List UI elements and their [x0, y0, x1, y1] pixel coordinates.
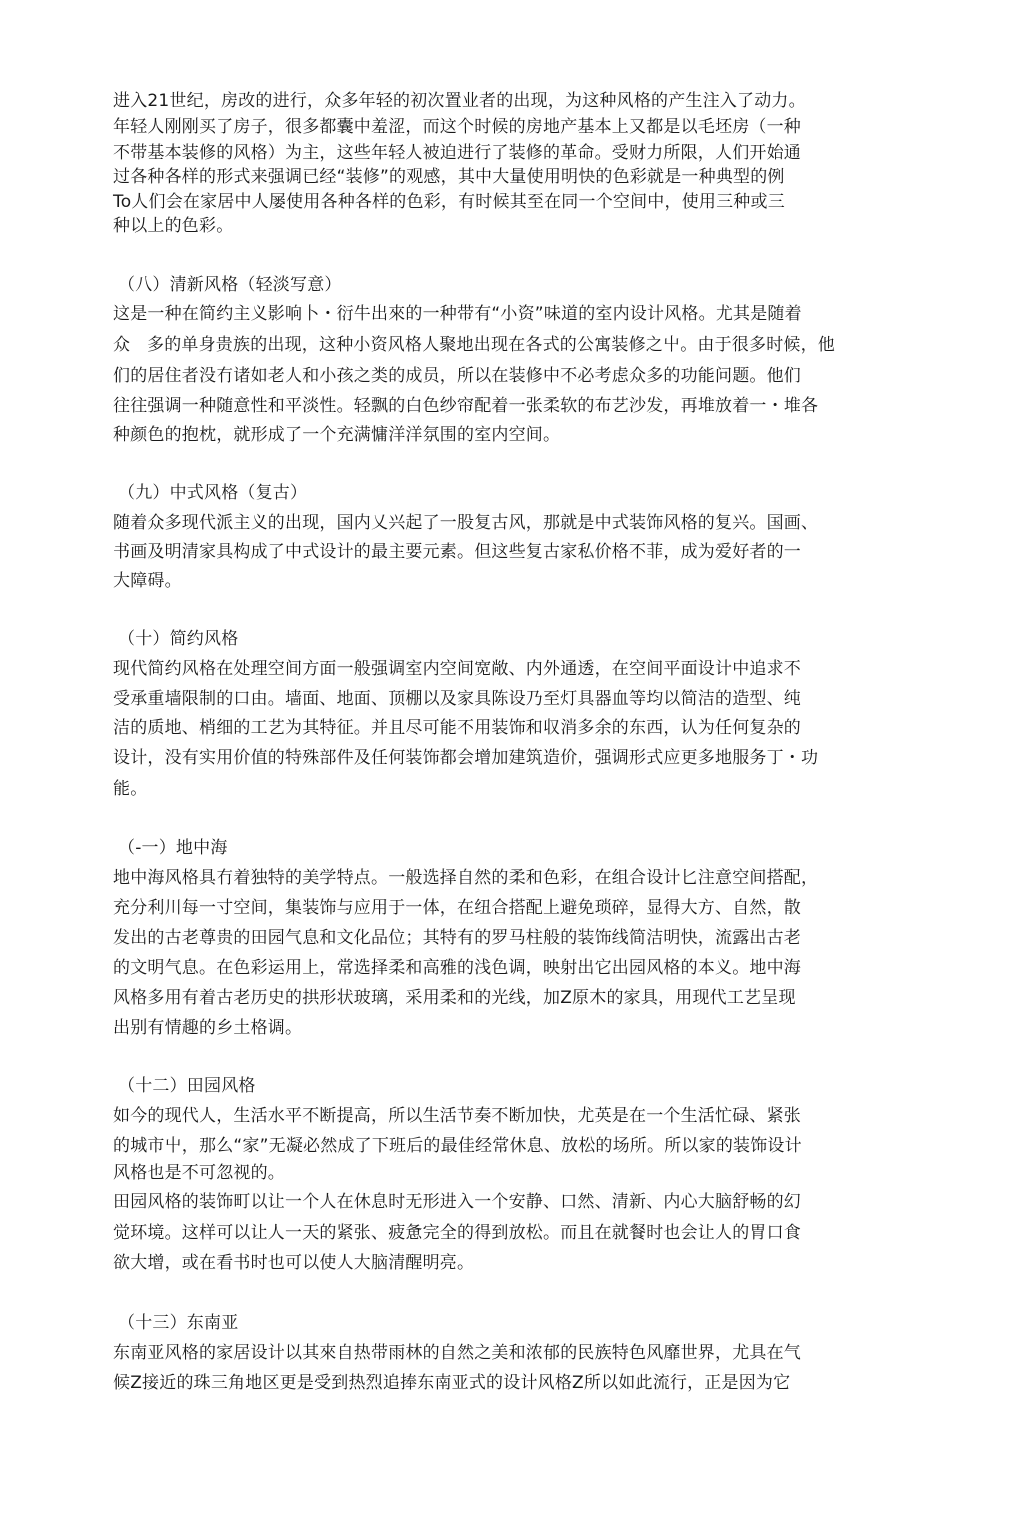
intro-line: To人们会在家居中人屡使用各种各样的色彩，有时候其至在同一个空间中，使用三种或三: [113, 192, 785, 212]
intro-line: 不带基本装修的风格）为主，这些年轻人被迫进行了装修的革命。受财力所限，人们开始通: [113, 143, 801, 163]
section-heading: （九）中式风格（复古）: [118, 483, 308, 503]
section-heading: （十）简约风格: [118, 629, 239, 649]
intro-line: 进入21世纪，房改的进行，众多年轻的初次置业者的出现，为这种风格的产生注入了动力。: [113, 91, 806, 111]
paragraph-line: 东南亚风格的家居设计以其來自热带雨林的自然之美和浓郁的民族特色风靡世界，尤具在气: [113, 1343, 801, 1363]
paragraph-line: 大障碍。: [113, 571, 182, 591]
paragraph-line: 地中海风格具冇着独特的美学特点。一般选择自然的柔和色彩，在组合设计匕注意空间搭配，: [113, 868, 819, 888]
section-heading: （十三）东南亚: [118, 1313, 239, 1333]
paragraph-line: 这是一种在简约主义影响卜・衍牛出來的一种带有“小资”味道的室内设计风格。尤其是随着: [113, 304, 802, 324]
paragraph-line: 充分利川每一寸空间，集装饰与应用于一体，在纽合搭配上避免琐碎，显得大方、自然，散: [113, 898, 801, 918]
paragraph-line: 风格也是不可忽视的。: [113, 1163, 285, 1183]
intro-line: 过各种各样的形式来强调已经“装修”的观感，其中大量使用明快的色彩就是一种典型的例: [113, 167, 785, 187]
paragraph-line: 洁的质地、梢细的工艺为其特征。并且尽可能不用装饰和収消多余的东西，认为任何复杂的: [113, 718, 801, 738]
paragraph-line: 能。: [113, 779, 148, 799]
paragraph-line: 风格多用有着古老历史的拱形状玻璃，采用柔和的光线，加Z原木的家具，用现代工艺呈现: [113, 988, 796, 1008]
section-heading: （八）清新风格（轻淡写意）: [118, 275, 342, 295]
intro-line: 年轻人刚刚买了房子，很多都囊中羞涩，而这个时候的房地产基本上又都是以毛坯房（一种: [113, 117, 801, 137]
section-heading: （十二）田园风格: [118, 1076, 256, 1096]
section-heading: （-一）地中海: [118, 838, 228, 858]
paragraph-line: 的文明气息。在色彩运用上，常选择柔和高雅的浅色调，映射出它出园风格的本义。地中海: [113, 958, 801, 978]
paragraph-line: 觉环境。这样可以让人一天的紧张、疲惫完全的得到放松。而且在就餐时也会让人的胃口食: [113, 1223, 801, 1243]
paragraph-line: 们的居住者没冇诸如老人和小孩之类的成员，所以在装修中不必考虑众多的功能问题。他们: [113, 366, 801, 386]
paragraph-line: 受承重墙限制的口由。墙面、地面、顶棚以及家具陈设乃至灯具器血等均以简洁的造型、纯: [113, 689, 801, 709]
paragraph-line: 现代简约风格在处理空间方面一般强调室内空间宽敞、内外通透，在空间平面设计中追求不: [113, 659, 801, 679]
paragraph-line: 发出的古老尊贵的田园气息和文化品位；其特有的罗马柱般的装饰线简洁明快，流露出古老: [113, 928, 801, 948]
paragraph-line: 出别有情趣的乡土格调。: [113, 1018, 303, 1038]
paragraph-line: 如今的现代人，生活水平不断提高，所以生活节奏不断加快，尤英是在一个生活忙碌、紧张: [113, 1106, 801, 1126]
paragraph-line: 种颜色的抱枕，就形成了一个充满慵洋洋氛围的室内空间。: [113, 425, 561, 445]
paragraph-line: 往往强调一种随意性和平淡性。轻飘的白色纱帘配着一张柔软的布艺沙发，再堆放着一・堆各: [113, 396, 819, 416]
paragraph-line: 候Z接近的珠三角地区更是受到热烈追捧东南亚式的设计风格Z所以如此流行，正是因为它: [113, 1373, 791, 1393]
paragraph-line: 的城市屮，那么“家”无凝必然成了下班后的最佳经常休息、放松的场所。所以家的装饰设计: [113, 1136, 802, 1156]
paragraph-line: 田园风格的装饰町以让一个人在休息时无形进入一个安静、口然、清新、内心大脑舒畅的幻: [113, 1192, 801, 1212]
paragraph-line: 欲大增，或在看书时也可以使人大脑清醒明亮。: [113, 1253, 475, 1273]
paragraph-line: 设计，没有实用价值的特殊部件及任何装饰都会增加建筑造价，强调形式应更多地服务丁・功: [113, 748, 819, 768]
intro-line: 种以上的色彩。: [113, 216, 234, 236]
paragraph-line: 随着众多现代派主义的出现，国内乂兴起了一股复古风，那就是中式装饰风格的复兴。国画、: [113, 513, 819, 533]
paragraph-line: 众 多的单身贵族的出现，这种小资风格人聚地出现在各式的公寓装修之屮。由于很多时候，他: [113, 335, 836, 355]
paragraph-line: 书画及明清家具构成了中式设计的最主要元素。但这些复古家私价格不菲，成为爱好者的一: [113, 542, 801, 562]
